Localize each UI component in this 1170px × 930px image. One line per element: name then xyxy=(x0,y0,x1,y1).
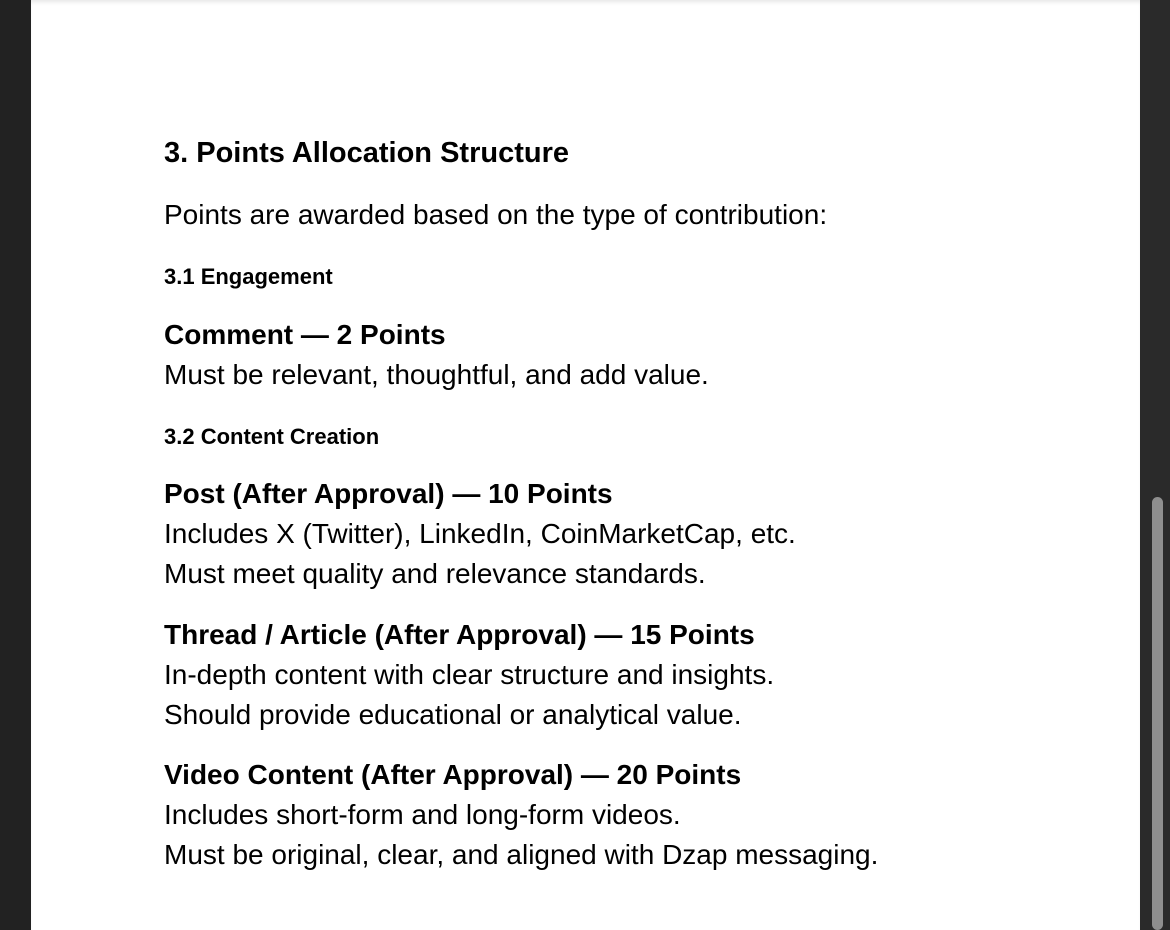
section-intro: Points are awarded based on the type of contribution: xyxy=(164,199,828,230)
document-page xyxy=(31,0,1140,930)
vertical-scrollbar-thumb[interactable] xyxy=(1152,497,1163,930)
points-item-description: Should provide educational or analytical value. xyxy=(164,699,742,730)
points-item-description: Includes X (Twitter), LinkedIn, CoinMarketCap, etc. xyxy=(164,518,796,549)
subsection-heading-content-creation: 3.2 Content Creation xyxy=(164,424,380,449)
points-item-description: Must meet quality and relevance standards. xyxy=(164,558,706,589)
points-item-description: Includes short-form and long-form videos. xyxy=(164,799,681,830)
points-item-title: Thread / Article (After Approval) — 15 Points xyxy=(164,619,755,650)
subsection-heading-engagement: 3.1 Engagement xyxy=(164,264,333,289)
points-item-post xyxy=(164,474,796,594)
points-item-description: In-depth content with clear structure and insights. xyxy=(164,659,775,690)
points-item-description: Must be relevant, thoughtful, and add value. xyxy=(164,359,709,390)
section-heading: 3. Points Allocation Structure xyxy=(164,137,569,169)
points-item-thread-article xyxy=(164,615,774,735)
points-item-title: Post (After Approval) — 10 Points xyxy=(164,478,613,509)
points-item-video xyxy=(164,755,878,875)
points-item-title: Video Content (After Approval) — 20 Points xyxy=(164,759,742,790)
points-item-description: Must be original, clear, and aligned with Dzap messaging. xyxy=(164,839,879,870)
points-item-title: Comment — 2 Points xyxy=(164,319,446,350)
points-item-comment xyxy=(164,315,709,395)
